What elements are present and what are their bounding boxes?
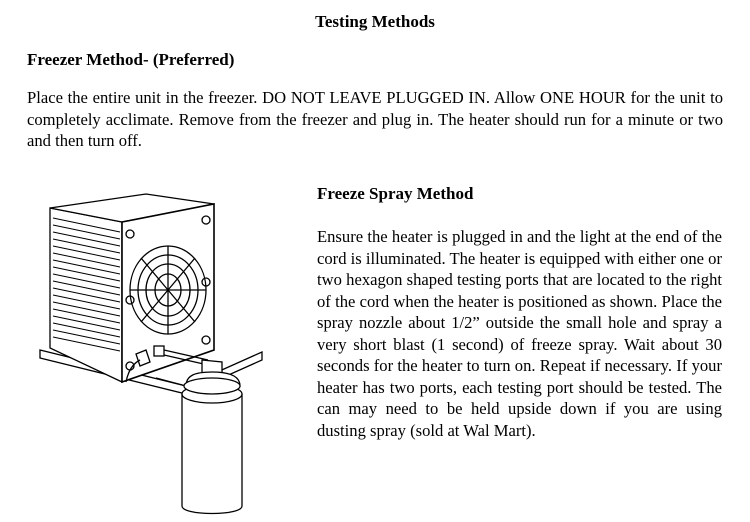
freeze-spray-heading: Freeze Spray Method	[317, 184, 474, 203]
freeze-spray-text: Ensure the heater is plugged in and the light at the end of the cord is illuminated. The heater is equipped with either one or two hexagon shaped testing ports that are located to the right of the cord when the heater is positioned as shown. Place the spray nozzle about 1/2” outside the small hole and spray a very short blast (1 second) of freeze spray. Wait about 30 seconds for the heater to turn on. Repeat if necessary. If your heater has two ports, each testing port should be tested. The can may need to be held upside down if you are using dusting spray (sold at Wal Mart).	[317, 227, 722, 440]
freezer-heading-sub: - (Preferred)	[142, 50, 235, 69]
freezer-method-heading	[27, 50, 234, 70]
freezer-method-text: Place the entire unit in the freezer. DO NOT LEAVE PLUGGED IN. Allow ONE HOUR for the unit to completely acclimate. Remove from the freezer and plug in. The heater should run for a minute or two and then turn off.	[27, 88, 723, 150]
page-title: Testing Methods	[315, 12, 435, 31]
freezer-heading-main: Freezer Method	[27, 50, 143, 69]
heater-spray-illustration	[36, 190, 306, 520]
